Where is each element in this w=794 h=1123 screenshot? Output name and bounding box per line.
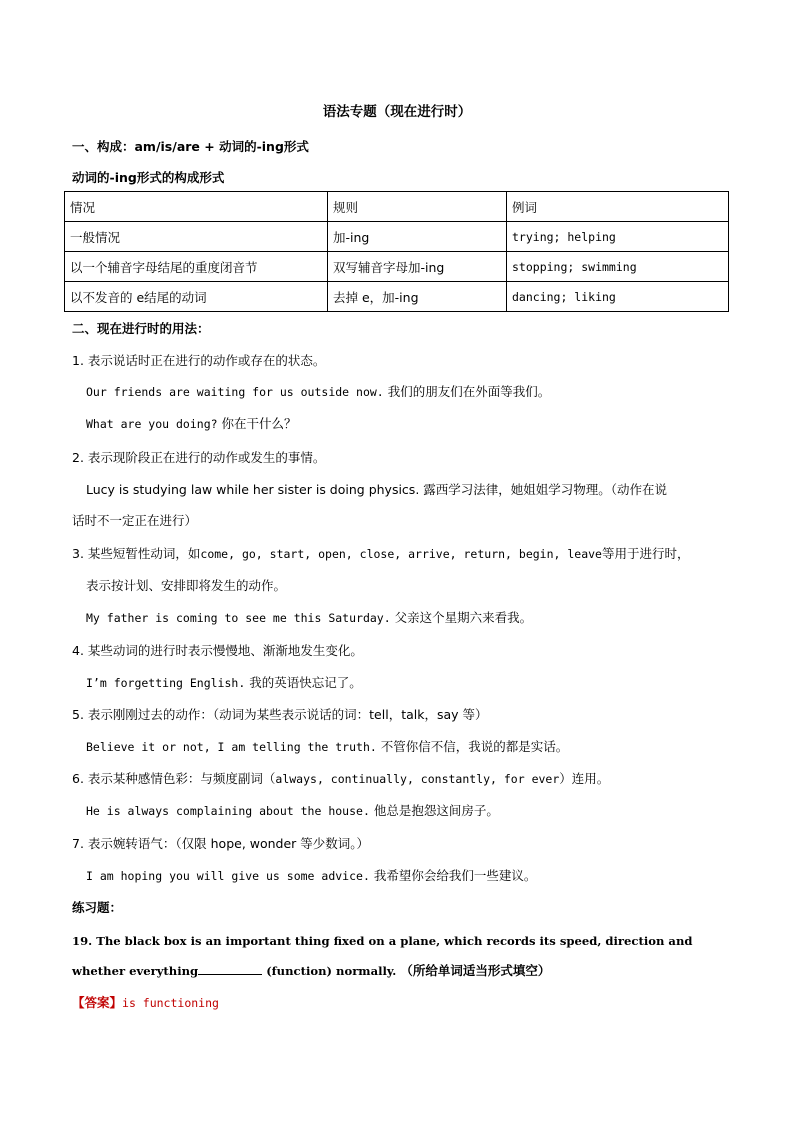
example-words: trying; helping: [512, 230, 616, 244]
page-title: 语法专题（现在进行时）: [322, 104, 472, 120]
table-cell: 一般情况: [65, 222, 328, 252]
question-text-b: (function) normally.: [262, 964, 397, 978]
usage-3-suffix: 等用于进行时，: [601, 546, 690, 561]
example-zh: 我希望你会给我们一些建议。: [373, 868, 537, 883]
example-en: What are you doing?: [86, 417, 218, 431]
usage-3-example: [86, 609, 532, 627]
example-zh: 不管你信不信，我说的都是实话。: [380, 739, 569, 754]
table-header-cell: 规则: [328, 192, 507, 222]
question-line-1: 19. The black box is an important thing fixed on a plane, which records its speed, direction and: [72, 934, 693, 948]
usage-7: 7. 表示婉转语气：（仅限 hope, wonder 等少数词。）: [72, 836, 370, 851]
ing-form-table: [64, 191, 729, 312]
usage-6-example: [86, 802, 499, 820]
table-caption: 动词的-ing形式的构成形式: [72, 170, 225, 185]
example-zh: 我们的朋友们在外面等我们。: [387, 384, 551, 399]
table-cell: [507, 282, 729, 312]
section1-heading: 一、构成：am/is/are + 动词的-ing形式: [72, 139, 309, 154]
usage-1-example-1: [86, 383, 550, 401]
example-en: My father is coming to see me this Saturday.: [86, 611, 391, 625]
question-line-2: [72, 962, 550, 980]
usage-6-prefix: 6. 表示某种感情色彩：与频度副词（: [72, 771, 276, 786]
table-cell: 双写辅音字母加-ing: [328, 252, 507, 282]
usage-5-example: [86, 738, 568, 756]
usage-7-example: [86, 867, 536, 885]
usage-2-example-line2: 话时不一定正在进行）: [72, 513, 198, 528]
question-instruction: （所给单词适当形式填空）: [400, 963, 551, 978]
answer-tag: 【答案】: [72, 995, 123, 1010]
section2-heading: 二、现在进行时的用法：: [72, 321, 210, 336]
table-row: [65, 282, 729, 312]
example-en: I am hoping you will give us some advice.: [86, 869, 370, 883]
table-row: [65, 252, 729, 282]
usage-1-example-2: [86, 415, 297, 433]
usage-4-example: [86, 674, 362, 692]
table-header-row: [65, 192, 729, 222]
example-words: dancing; liking: [512, 290, 616, 304]
example-en: Believe it or not, I am telling the truth.: [86, 740, 377, 754]
usage-4: 4. 某些动词的进行时表示慢慢地、渐渐地发生变化。: [72, 643, 363, 658]
usage-1: 1. 表示说话时正在进行的动作或存在的状态。: [72, 353, 326, 368]
usage-3-line2: 表示按计划、安排即将发生的动作。: [86, 578, 287, 593]
answer-line: [72, 994, 219, 1012]
table-cell: 以一个辅音字母结尾的重度闭音节: [65, 252, 328, 282]
table-header-cell: 情况: [65, 192, 328, 222]
example-zh: 我的英语快忘记了。: [249, 675, 362, 690]
usage-6-suffix: ）连用。: [559, 771, 610, 786]
usage-2-example-line1: Lucy is studying law while her sister is doing physics. 露西学习法律，她姐姐学习物理。（动作在说: [86, 482, 668, 497]
usage-3-prefix: 3. 某些短暂性动词，如: [72, 546, 201, 561]
question-text-a: whether everything: [72, 964, 199, 978]
example-words: stopping; swimming: [512, 260, 637, 274]
usage-2: 2. 表示现阶段正在进行的动作或发生的事情。: [72, 450, 326, 465]
example-en: He is always complaining about the house.: [86, 804, 370, 818]
table-cell: 去掉 e，加-ing: [328, 282, 507, 312]
usage-6-adverbs: always, continually, constantly, for ever: [275, 772, 560, 786]
exercise-heading: 练习题：: [72, 900, 123, 915]
example-en: Our friends are waiting for us outside now.: [86, 385, 384, 399]
example-zh: 你在干什么？: [221, 416, 297, 431]
usage-3-line1: [72, 545, 690, 563]
answer-blank: [198, 962, 262, 975]
table-header-cell: 例词: [507, 192, 729, 222]
table-cell: [507, 222, 729, 252]
answer-value: is functioning: [122, 996, 219, 1010]
table-row: [65, 222, 729, 252]
example-zh: 他总是抱怨这间房子。: [373, 803, 499, 818]
table-cell: [507, 252, 729, 282]
example-en: I’m forgetting English.: [86, 676, 246, 690]
usage-6: [72, 770, 609, 788]
example-zh: 父亲这个星期六来看我。: [394, 610, 533, 625]
table-cell: 以不发音的 e结尾的动词: [65, 282, 328, 312]
table-cell: 加-ing: [328, 222, 507, 252]
usage-3-verbs: come, go, start, open, close, arrive, return, begin, leave: [200, 547, 602, 561]
usage-5: 5. 表示刚刚过去的动作：（动词为某些表示说话的词：tell，talk，say 等）: [72, 707, 488, 722]
